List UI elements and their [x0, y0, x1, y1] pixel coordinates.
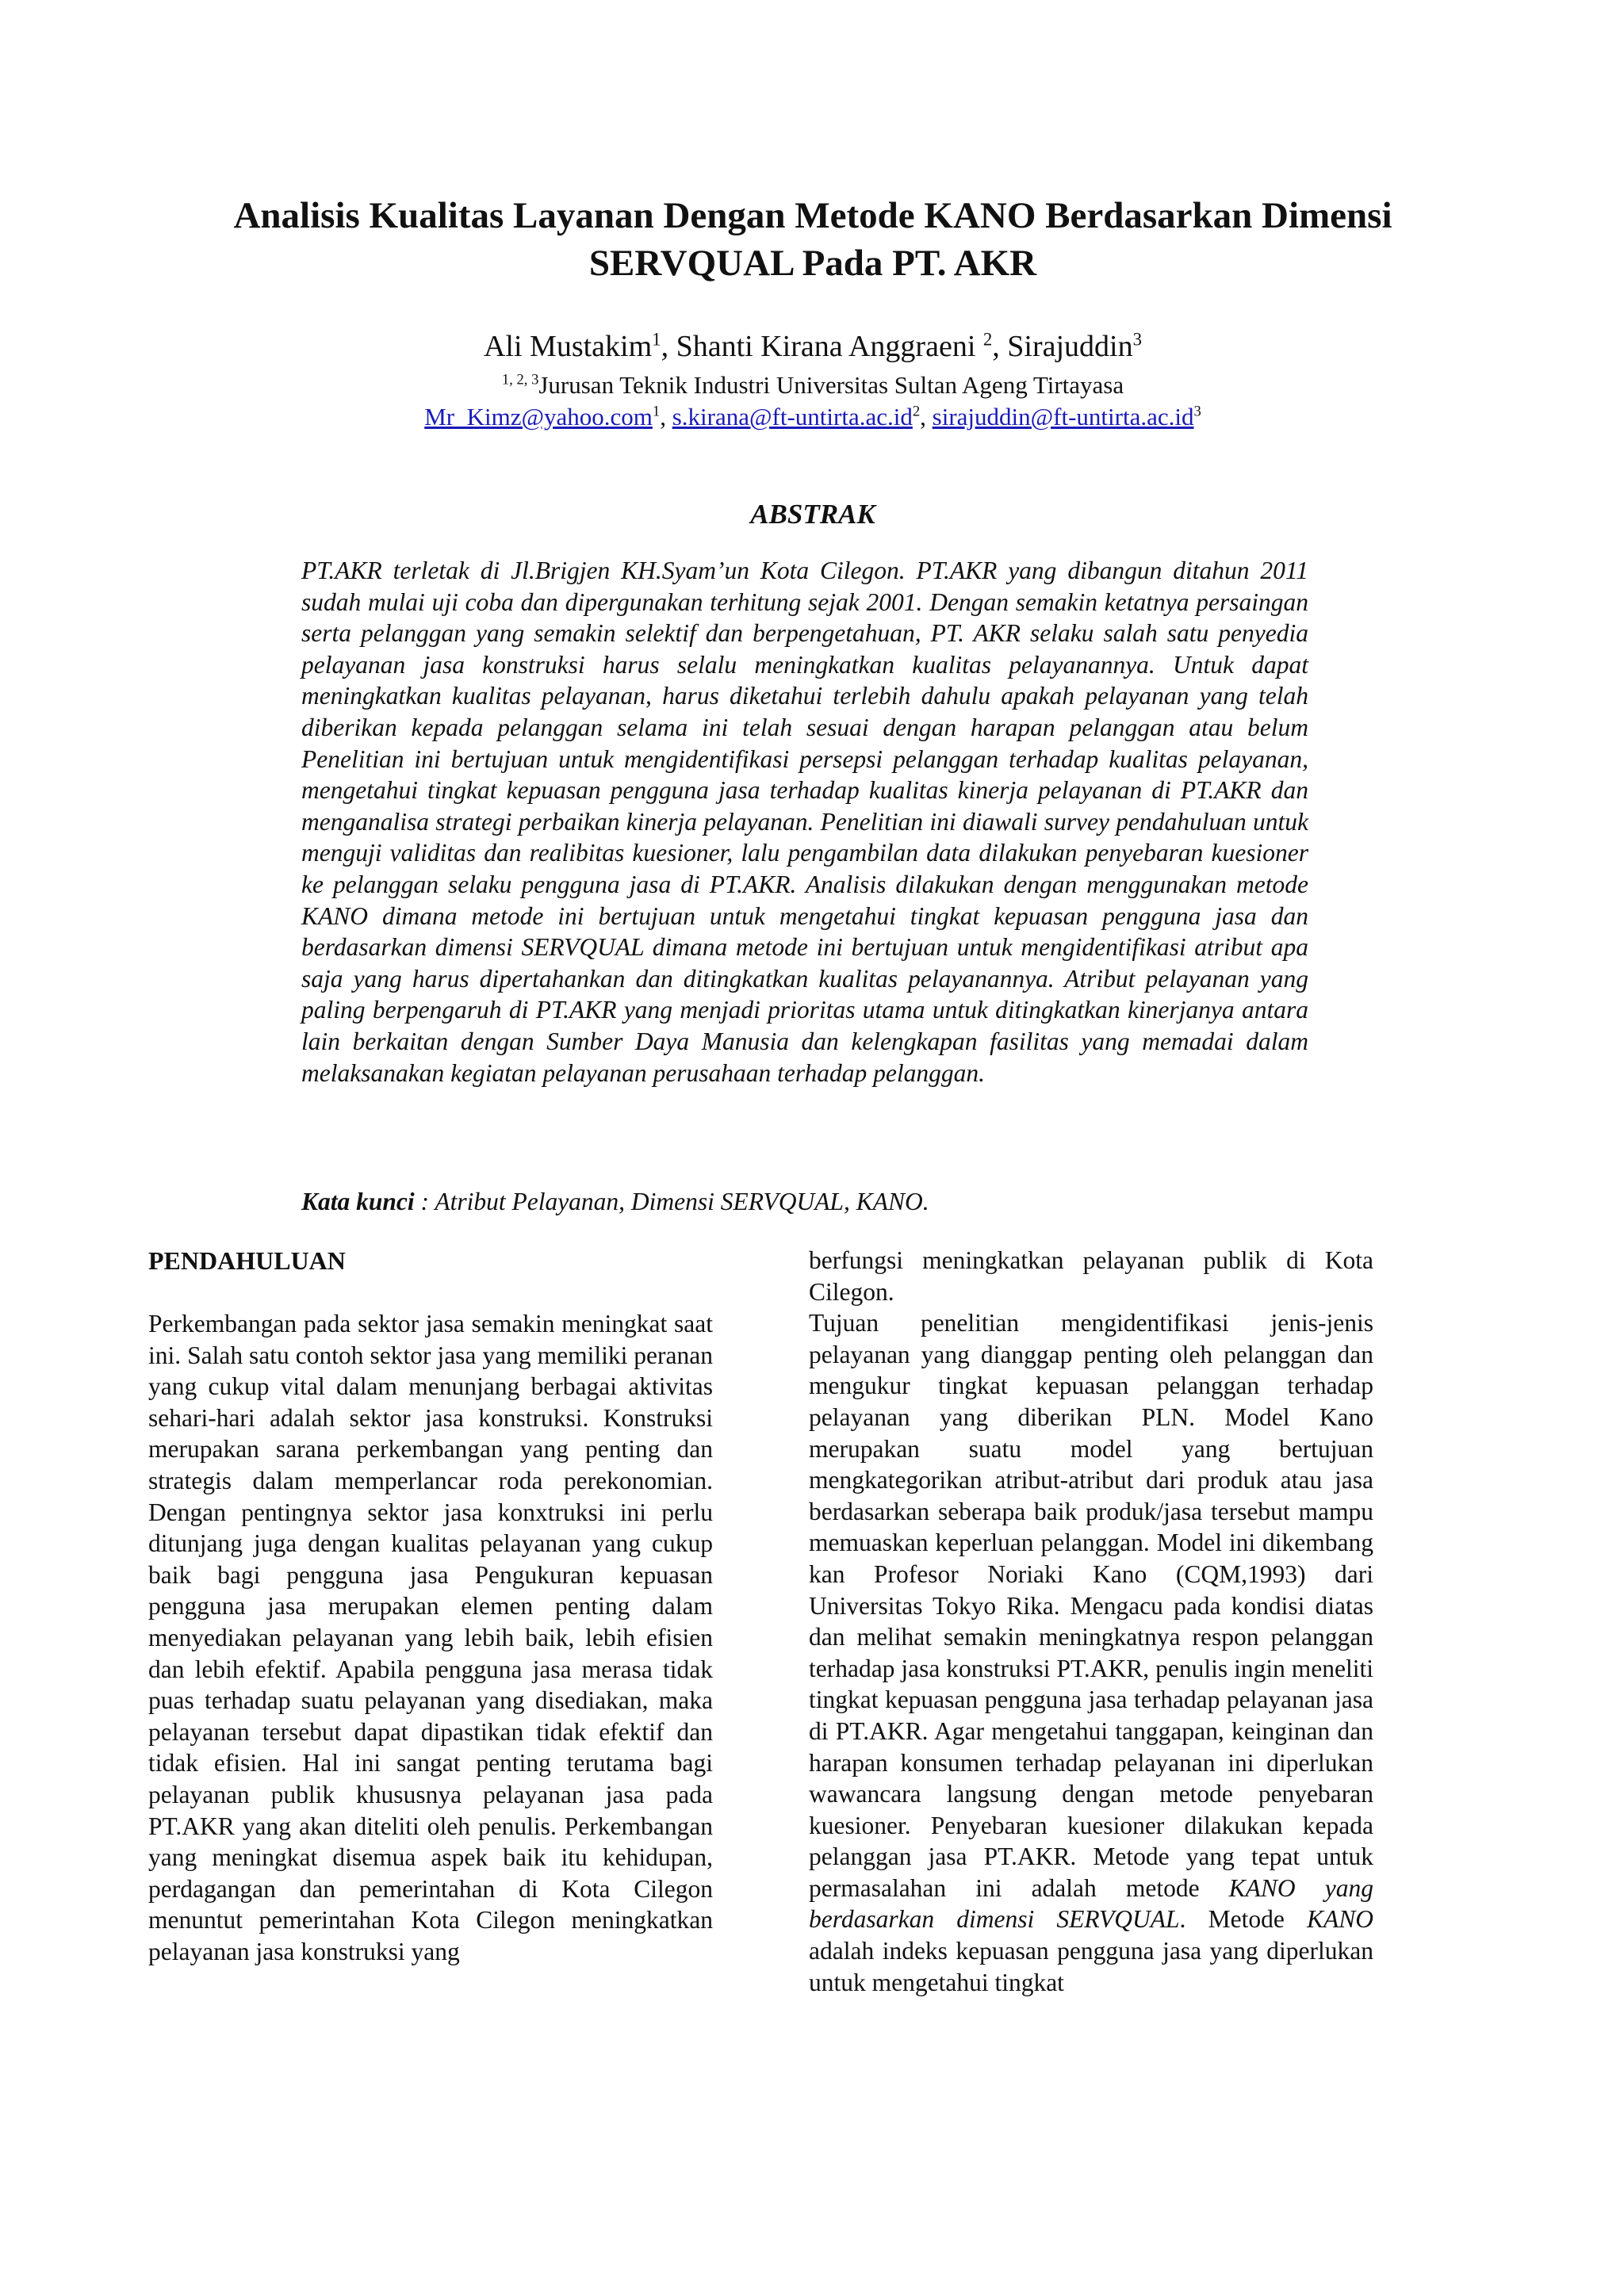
- abstract-text: PT.AKR terletak di Jl.Brigjen KH.Syam’un Kota Cilegon. PT.AKR yang dibangun ditahun 2011 sudah mulai uji coba dan dipergunakan terhitung sejak 2001. Dengan semakin ketatnya persaingan serta pelanggan yang semakin selektif dan berpengetahuan, PT. AKR selaku salah satu penyedia pelayanan jasa konstruksi harus selalu meningkatkan kualitas pelayanannya. Untuk dapat meningkatkan kualitas pelayanan, harus diketahui terlebih dahulu apakah pelayanan yang telah diberikan kepada pelanggan selama ini telah sesuai dengan harapan pelanggan atau belum Penelitian ini bertujuan untuk mengidentifikasi persepsi pelanggan terhadap kualitas pelayanan, mengetahui tingkat kepuasan pengguna jasa terhadap kualitas kinerja pelayanan di PT.AKR dan menganalisa strategi perbaikan kinerja pelayanan. Penelitian ini diawali survey pendahuluan untuk menguji validitas dan realibitas kuesioner, lalu pengambilan data dilakukan penyebaran kuesioner ke pelanggan selaku pengguna jasa di PT.AKR. Analisis dilakukan dengan menggunakan metode KANO dimana metode ini bertujuan untuk mengetahui tingkat kepuasan pengguna jasa dan berdasarkan dimensi SERVQUAL dimana metode ini bertujuan untuk mengidentifikasi atribut apa saja yang harus dipertahankan dan ditingkatkan kualitas pelayanannya. Atribut pelayanan yang paling berpengaruh di PT.AKR yang menjadi prioritas utama untuk ditingkatkan kinerjanya antara lain berkaitan dengan Sumber Daya Manusia dan kelengkapan fasilitas yang memadai dalam melaksanakan kegiatan pelayanan perusahaan terhadap pelanggan.: [301, 557, 1308, 1087]
- author-superscript: 1: [652, 329, 661, 350]
- email-separator: ,: [660, 403, 672, 430]
- author-name: Ali Mustakim: [483, 330, 653, 363]
- paragraph-text: adalah indeks kepuasan pengguna jasa yang diperlukan untuk mengetahui tingkat: [809, 1937, 1373, 1996]
- affiliation-text: Jurusan Teknik Industri Universitas Sultan Ageng Tirtayasa: [538, 371, 1124, 399]
- email-separator: ,: [920, 403, 933, 430]
- keywords-label: Kata kunci: [301, 1188, 415, 1215]
- author-name: Sirajuddin: [1007, 330, 1133, 363]
- email-superscript: 1: [652, 403, 661, 420]
- author-separator: ,: [992, 330, 1008, 363]
- email-link[interactable]: Mr_Kimz@yahoo.com: [424, 403, 653, 430]
- paragraph-text: Tujuan penelitian mengidentifikasi jenis-jenis pelayanan yang dianggap penting oleh pelanggan dan mengukur tingkat kepuasan pelanggan terhadap pelayanan yang diberikan PLN. Model Kano merupakan suatu model yang bertujuan mengkategorikan atribut-atribut dari produk atau jasa berdasarkan seberapa baik produk/jasa tersebut mampu memuaskan keperluan pelanggan. Model ini dikembang kan Profesor Noriaki Kano (CQM,1993) dari Universitas Tokyo Rika. Mengacu pada kondisi diatas dan melihat semakin meningkatnya respon pelanggan terhadap jasa konstruksi PT.AKR, penulis ingin meneliti tingkat kepuasan pengguna jasa terhadap pelayanan jasa di PT.AKR. Agar mengetahui tanggapan, keinginan dan harapan konsumen terhadap pelayanan ini diperlukan wawancara langsung dengan metode penyebaran kuesioner. Penyebaran kuesioner dilakukan kepada pelanggan jasa PT.AKR. Metode yang tepat untuk permasalahan ini adalah metode: [809, 1309, 1373, 1902]
- email-superscript: 2: [912, 403, 921, 420]
- author-superscript: 2: [982, 329, 993, 350]
- body-paragraph: berfungsi meningkatkan pelayanan publik di Kota Cilegon.: [809, 1246, 1373, 1306]
- right-column: [809, 1245, 1373, 1998]
- affiliation: [143, 369, 1483, 401]
- abstract-heading: ABSTRAK: [750, 499, 875, 530]
- paragraph-text: . Metode: [1179, 1905, 1307, 1934]
- email-list: [143, 401, 1483, 433]
- keywords: [301, 1186, 1308, 1218]
- paper-title: Analisis Kualitas Layanan Dengan Metode KANO Berdasarkan Dimensi SERVQUAL Pada PT. AKR: [233, 195, 1392, 284]
- body-paragraph: [809, 1307, 1373, 1998]
- italic-term: KANO yang berdasarkan dimensi SERVQUAL: [809, 1873, 1373, 1934]
- email-superscript: 3: [1193, 403, 1201, 420]
- author-superscript: 3: [1132, 329, 1143, 350]
- author-list: [143, 327, 1483, 366]
- body-paragraph: Perkembangan pada sektor jasa semakin meningkat saat ini. Salah satu contoh sektor jasa yang memiliki peranan yang cukup vital dalam menunjang berbagai aktivitas sehari-hari adalah sektor jasa konstruksi. Konstruksi merupakan sarana perkembangan yang penting dan strategis dalam memperlancar roda perekonomian. Dengan pentingnya sektor jasa konxtruksi ini perlu ditunjang juga dengan kualitas pelayanan yang cukup baik bagi pengguna jasa Pengukuran kepuasan pengguna jasa merupakan elemen penting dalam menyediakan pelayanan yang lebih baik, lebih efisien dan lebih efektif. Apabila pengguna jasa merasa tidak puas terhadap suatu pelayanan yang disediakan, maka pelayanan tersebut dapat dipastikan tidak efektif dan tidak efisien. Hal ini sangat penting terutama bagi pelayanan publik khususnya pelayanan jasa pada PT.AKR yang akan diteliti oleh penulis. Perkembangan yang meningkat disemua aspek baik itu kehidupan, perdagangan dan pemerintahan di Kota Cilegon menuntut pemerintahan Kota Cilegon meningkatkan pelayanan jasa konstruksi yang: [148, 1310, 713, 1965]
- author-separator: ,: [661, 330, 676, 363]
- section-heading-pendahuluan: PENDAHULUAN: [148, 1246, 346, 1275]
- italic-term: KANO: [1306, 1905, 1373, 1934]
- keywords-text: : Atribut Pelayanan, Dimensi SERVQUAL, KANO.: [414, 1188, 929, 1215]
- affiliation-superscript: 1, 2, 3: [501, 371, 539, 388]
- author-name: Shanti Kirana Anggraeni: [676, 330, 983, 363]
- email-link[interactable]: s.kirana@ft-untirta.ac.id: [672, 403, 913, 430]
- left-column: [148, 1245, 713, 1967]
- email-link[interactable]: sirajuddin@ft-untirta.ac.id: [932, 403, 1194, 430]
